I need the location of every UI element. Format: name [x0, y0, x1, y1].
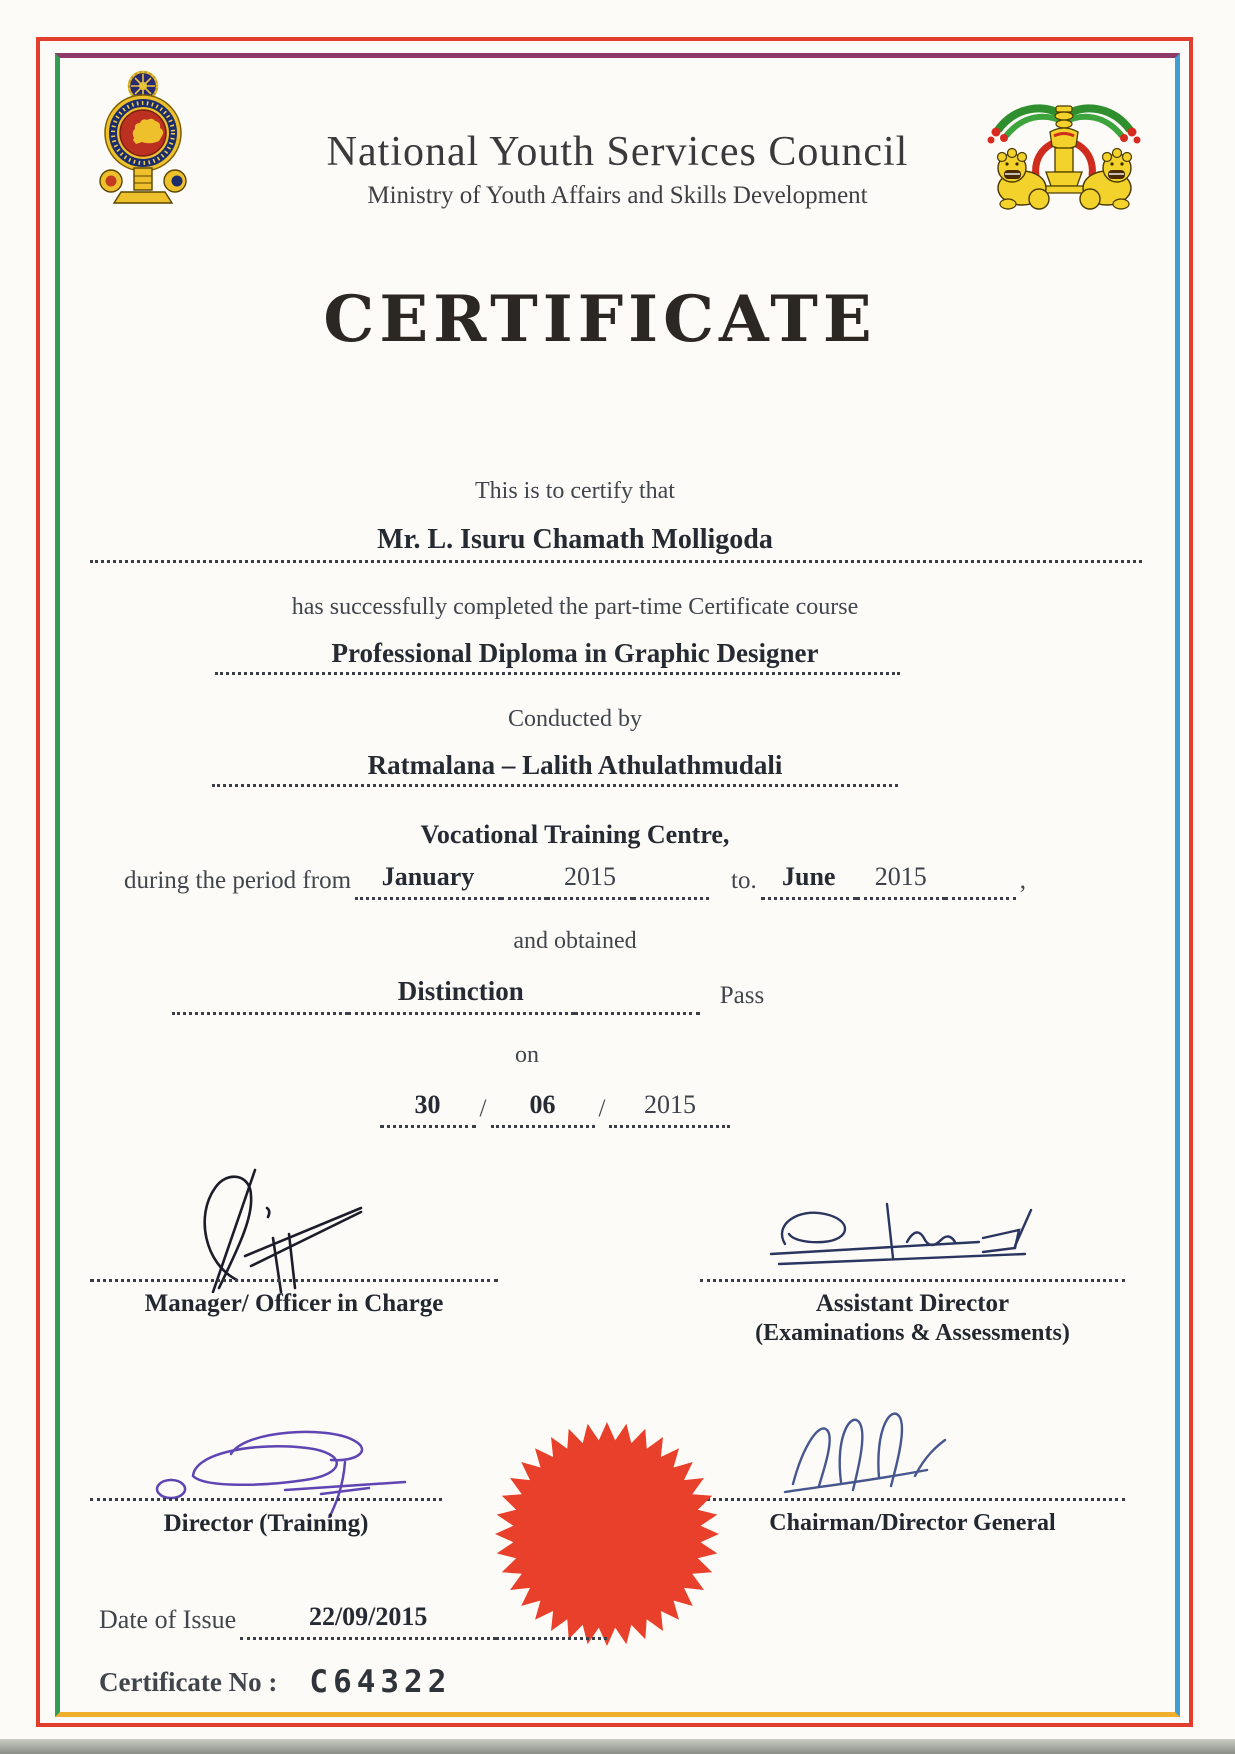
assistant-director-sublabel: (Examinations & Assessments): [755, 1320, 1070, 1346]
centre-name: Ratmalana – Lalith Athulathmudali: [367, 750, 783, 780]
period-dots: [501, 892, 547, 900]
completion-date-line: [0, 1090, 1130, 1128]
on-label: on: [515, 1042, 539, 1068]
manager-label: Manager/ Officer in Charge: [144, 1290, 444, 1317]
course-name: Professional Diploma in Graphic Designer: [331, 638, 819, 668]
completion-month: 06: [491, 1090, 595, 1128]
grade-dots: [172, 1007, 348, 1015]
date-slash: /: [479, 1095, 487, 1122]
chairman-label: Chairman/Director General: [769, 1510, 1056, 1536]
assistant-director-label: Assistant Director: [815, 1290, 1010, 1317]
grade-line: [0, 976, 1045, 1015]
pass-label: Pass: [719, 982, 765, 1009]
manager-sign-line: [90, 1279, 498, 1282]
date-of-issue-dots: [496, 1632, 607, 1640]
director-training-signature: [135, 1418, 435, 1518]
period-line: [0, 862, 1150, 900]
scan-edge-shadow: [0, 1739, 1235, 1754]
period-to-label: to.: [731, 867, 757, 894]
period-from-month: January: [355, 862, 501, 900]
period-dots: [945, 892, 1016, 900]
period-suffix: ,: [1019, 867, 1026, 894]
director-training-label: Director (Training): [163, 1510, 369, 1537]
date-slash: /: [598, 1095, 606, 1122]
completion-year: 2015: [609, 1090, 730, 1128]
chairman-sign-line: [700, 1498, 1125, 1501]
period-dots: [633, 892, 709, 900]
completed-line: has successfully completed the part-time Certificate course: [291, 594, 859, 620]
completion-day: 30: [380, 1090, 476, 1128]
centre-type: Vocational Training Centre,: [420, 820, 730, 849]
conducted-by-line: Conducted by: [508, 706, 642, 732]
course-dotted-line: [215, 672, 900, 675]
org-subtitle: Ministry of Youth Affairs and Skills Development: [367, 182, 868, 209]
certificate-heading: CERTIFICATE: [323, 282, 877, 357]
org-title: National Youth Services Council: [326, 129, 909, 175]
director-training-sign-line: [90, 1498, 442, 1501]
grade-value: Distinction: [348, 976, 574, 1015]
date-of-issue-label: Date of Issue: [99, 1605, 237, 1634]
recipient-name: Mr. L. Isuru Chamath Molligoda: [377, 524, 773, 555]
date-of-issue-value: 22/09/2015: [240, 1602, 496, 1640]
assistant-director-sign-line: [700, 1279, 1125, 1282]
date-of-issue-row: [95, 1602, 607, 1640]
grade-dots: [574, 1007, 700, 1015]
period-to-month: June: [761, 862, 857, 900]
chairman-signature: [775, 1406, 965, 1501]
obtained-line: and obtained: [513, 928, 637, 954]
period-from-year: 2015: [547, 862, 633, 900]
certificate-no-row: [95, 1664, 451, 1703]
certificate-no-label: Certificate No :: [99, 1667, 278, 1697]
certificate-no-value: C64322: [309, 1664, 452, 1700]
certify-line: This is to certify that: [475, 478, 675, 504]
period-to-year: 2015: [857, 862, 945, 900]
name-dotted-line: [90, 560, 1142, 563]
period-prefix: during the period from: [124, 867, 352, 894]
assistant-director-signature: [765, 1196, 1065, 1286]
manager-signature: [175, 1168, 385, 1293]
centre-dotted-line: [212, 784, 898, 787]
